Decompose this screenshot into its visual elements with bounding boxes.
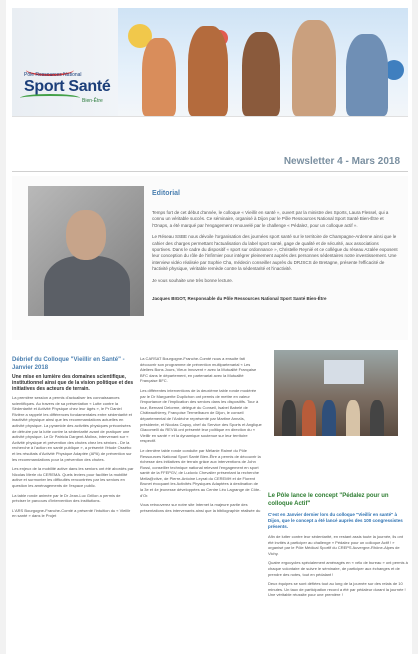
article-title[interactable]: Débrief du Colloque "Vieillir en Santé" - Janvier 2018 [12, 357, 125, 371]
editorial-title: Editorial [152, 190, 181, 197]
banner-person [346, 34, 388, 116]
sport-sante-logo[interactable] [20, 58, 130, 112]
editorial-text [152, 210, 398, 289]
editor-portrait [28, 186, 144, 316]
article-paragraph: La CARSAT Bourgogne-Franche-Comté nous a ensuite fait découvrir son programme de prévention multipartenarial « Les Ateliers Bons Jours, Vieux Innovent » avec la Mutualité Française BFC dans le département, en partenariat avec la Mutualité Française BFC. [140, 356, 257, 384]
article-body [268, 534, 408, 602]
logo-bien-text: Bien-Être [82, 98, 103, 104]
article-paragraph: La première session a permis d'actualiser les connaissances scientifiques. Au travers de sa présentation « Lutte contre la Sédentarité et Activité Physique chez leur âgés », le Pr Daniel Rivière a rappelé les différences fondamentales entre sédentarité et inactivité physique ainsi que les recommandations actuelles en activité physique. La pyramide des activités physiques préconisées de détruire par la lutte contre la sédentarité avant de pratiquer une activité physique. Le Dr Patricia Dargent-Molina, intervenant sur « Activité physique et prévention des chutes chez les séniors - De la recherche à l'action en santé publique », a présenté l'étude Ossébo et les résultats d'Activité Physique Adaptée (APA) de prévention sur les recommandations pour la prévention des chutes. [12, 395, 132, 462]
article-paragraph: La table ronde animée par le Dr Jean-Luc Grillon a permis de préciser le parcours d'intervention des institutions. [12, 492, 121, 504]
article-body [12, 395, 134, 519]
editorial-paragraph: Le Réseau SSBE nous dévoile l'organisation des journées sport santé sur le territoire de Champagne-Ardenne ainsi que le cahier des charges permettant l'actualisation du label sport santé, gage de qualité et de sécurité, aux associations sportives. Dans le cadre du dispositif « sport sur ordonnance », Christelle Reynié et ce collègue du réseau Azalée exposent leur conception du rôle de l'infirmier pour intégrer pleinement auprès des personnes sédentaires notre investissement. Une interview vidéo réalisée par Sophie Cha, médecin conseiller auprès du DRJSCS de Bretagne, présente l'efficacité de l'activité physique, véritable remède contre la sédentarité et l'inactivité. [152, 234, 398, 272]
article-paragraph: Les enjeux de la mobilité active dans les seniors ont été abordés par Nicolas Merle du CEREMA. Quels leviers pour faciliter la mobilité active et surmonter les difficultés rencontrées par les seniors en question les aménagements de l'espace public. [12, 466, 134, 488]
article-paragraph: L'ARS Bourgogne-Franche-Comté a présenté l'intuition du « Vieillir en santé » dans le Projet [12, 507, 131, 519]
logo-sport-text: Sport Santé [24, 78, 111, 95]
article-paragraph: Quatre ergocycles spécialement aménagés en « vélo de bureau » ont permis à chaque volontaire de suivre le séminaire, de participer aux échanges et de prendre des notes, tout en pédalant ! [268, 560, 408, 577]
editorial-signature: Jacques BIGOT, Responsable du Pôle Ressources National Sport Santé Bien-Être [152, 296, 327, 301]
article-paragraph: Les différentes interventions de la deuxième table ronde modérée par le Dr Marguerite Duplichon ont permis de mettre en valeur l'importance de l'implication des seniors dans les dispositifs. Tour à tour, Bernard Delorme, délégué du Conseil, Isabel Babelé de Châteauthierry, Françoise Termelbaum de Dijon, le conseil départemental de l'Ardèche représenté par Martine Annaïs, présidente, et Nicolas Capuy, chef du Service des Sports et Anglique Giacomelli du REVIA ont présenté leur politique en direction du « Vieillir en santé » et la dynamique soutenue sur leur territoire respectif. [140, 387, 262, 444]
article-body [140, 356, 262, 513]
logo-pole-text: Pôle Ressources National [24, 72, 82, 78]
article-paragraph: Le dernière table ronde conduite par Mélanie Raimé du Pôle Ressources National Sport Santé Bien-Être a permis de découvrir la richesse des initiatives de terrain grâce aux interventions de John Rossi, conseiller technique national relevant l'engagement en sport santé de la FFEPGV, de Ludovic Chevalier présentant la recherche Mella@ctive, de Pierre-Antoine Leyrat du CEREMH et de Florent Brunet évoquant les Activités Physiques Adaptées à destination de la 3e et 4e jeunesse développées au Centre Léo Lagrange de Côte-d'Or. [140, 447, 261, 498]
banner-person [142, 38, 176, 116]
article-title[interactable]: Le Pôle lance le concept "Pédalez pour un colloque Actif" [268, 493, 389, 507]
editorial-paragraph: Je vous souhaite une très bonne lecture. [152, 277, 234, 283]
pedalez-photo [274, 350, 398, 436]
article-paragraph: Deux équipes se sont défiées tout au long de la journée sur des relais de 10 minutes. Un taux de participation record a été par pédaleur durant la journée ! Une véritable réussite pour une première ! [268, 581, 406, 598]
article-colloque [12, 344, 134, 523]
editorial-paragraph: Temps fort de cet début d'année, le colloque « Vieillir en santé », ouvert par la ministre des Sports, Laura Flessel, qui a connu un véritable succès. Ce séminaire, organisé à Dijon par le Pôle Ressources National Sport Santé Bien-Être et l'Onaps, a été marqué par l'engagement renouvelé par le challenge « Pédalez, pour un colloque actif ». [152, 210, 389, 228]
newsletter-page [6, 0, 412, 654]
article-subtitle: C'est en Janvier dernier lors du colloque "Vieillir en santé" à Dijon, que le concept a été lancé auprès des 100 congressistes présents. [268, 512, 403, 529]
article-colloque-continued [140, 344, 262, 517]
article-paragraph: Vous retrouverez sur notre site Internet la majeure partie des présentations des intervenants ainsi que la bibliographie réalisée du [140, 502, 261, 513]
banner-person [292, 20, 336, 116]
projection-screen [324, 360, 364, 384]
newsletter-issue-label: Newsletter 4 - Mars 2018 [283, 156, 400, 167]
banner-person [188, 26, 228, 116]
logo-swoosh-green [20, 94, 80, 102]
banner-person [242, 32, 280, 116]
article-subtitle: Une mise en lumière des domaines scientifique, institutionnel ainsi que de la vision politique et des initiatives des acteurs de terrain. [12, 374, 134, 392]
header-banner [12, 8, 408, 117]
editorial-section [12, 176, 408, 340]
divider [12, 171, 408, 172]
article-paragraph: Afin de lutter contre leur sédentarité, en restant assis toute la journée, ils ont été invités à participer au challenge « Pédalez pour un colloque Actif ! » organisé par le Pôle Médical Sportif du CREPS Auvergne-Rhône-Alpes de Vichy. [268, 534, 403, 556]
articles-section [12, 344, 408, 648]
